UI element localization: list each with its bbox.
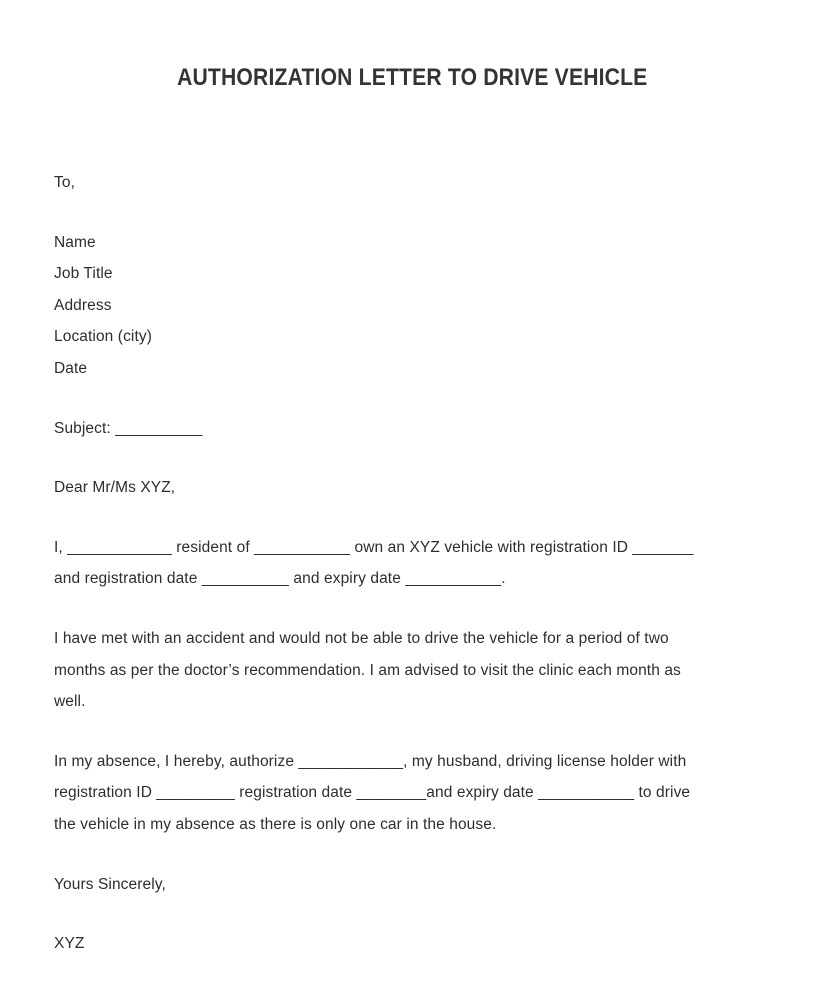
recipient-job-title: Job Title	[54, 265, 113, 283]
recipient-address: Address	[54, 296, 112, 314]
paragraph-2	[54, 623, 770, 718]
paragraph-3-line-2: registration ID _________ registration date ________and expiry date ___________ to drive	[54, 784, 691, 802]
paragraph-3	[54, 746, 770, 841]
letter-title	[54, 64, 770, 92]
recipient-name: Name	[54, 233, 96, 251]
letter-title-text: AUTHORIZATION LETTER TO DRIVE VEHICLE	[176, 64, 648, 91]
closing: Yours Sincerely,	[54, 875, 166, 893]
paragraph-2-line-1: I have met with an accident and would not be able to drive the vehicle for a period of two	[54, 629, 669, 647]
paragraph-2-line-3: well.	[54, 693, 86, 711]
paragraph-1	[54, 532, 770, 595]
signature: XYZ	[54, 935, 85, 953]
greeting: Dear Mr/Ms XYZ,	[54, 479, 176, 497]
paragraph-1-line-1: I, ____________ resident of ___________ own an XYZ vehicle with registration ID _______	[54, 538, 694, 556]
paragraph-2-line-2: months as per the doctor’s recommendation. I am advised to visit the clinic each month as	[54, 661, 681, 679]
paragraph-3-line-3: the vehicle in my absence as there is only one car in the house.	[54, 815, 497, 833]
recipient-block	[54, 227, 770, 385]
subject-line: Subject: __________	[54, 419, 203, 437]
paragraph-3-line-1: In my absence, I hereby, authorize ____________, my husband, driving license holder with	[54, 752, 687, 770]
paragraph-1-line-2: and registration date __________ and expiry date ___________.	[54, 570, 506, 588]
to-label: To,	[54, 174, 75, 191]
recipient-date: Date	[54, 359, 88, 377]
recipient-location: Location (city)	[54, 328, 152, 346]
